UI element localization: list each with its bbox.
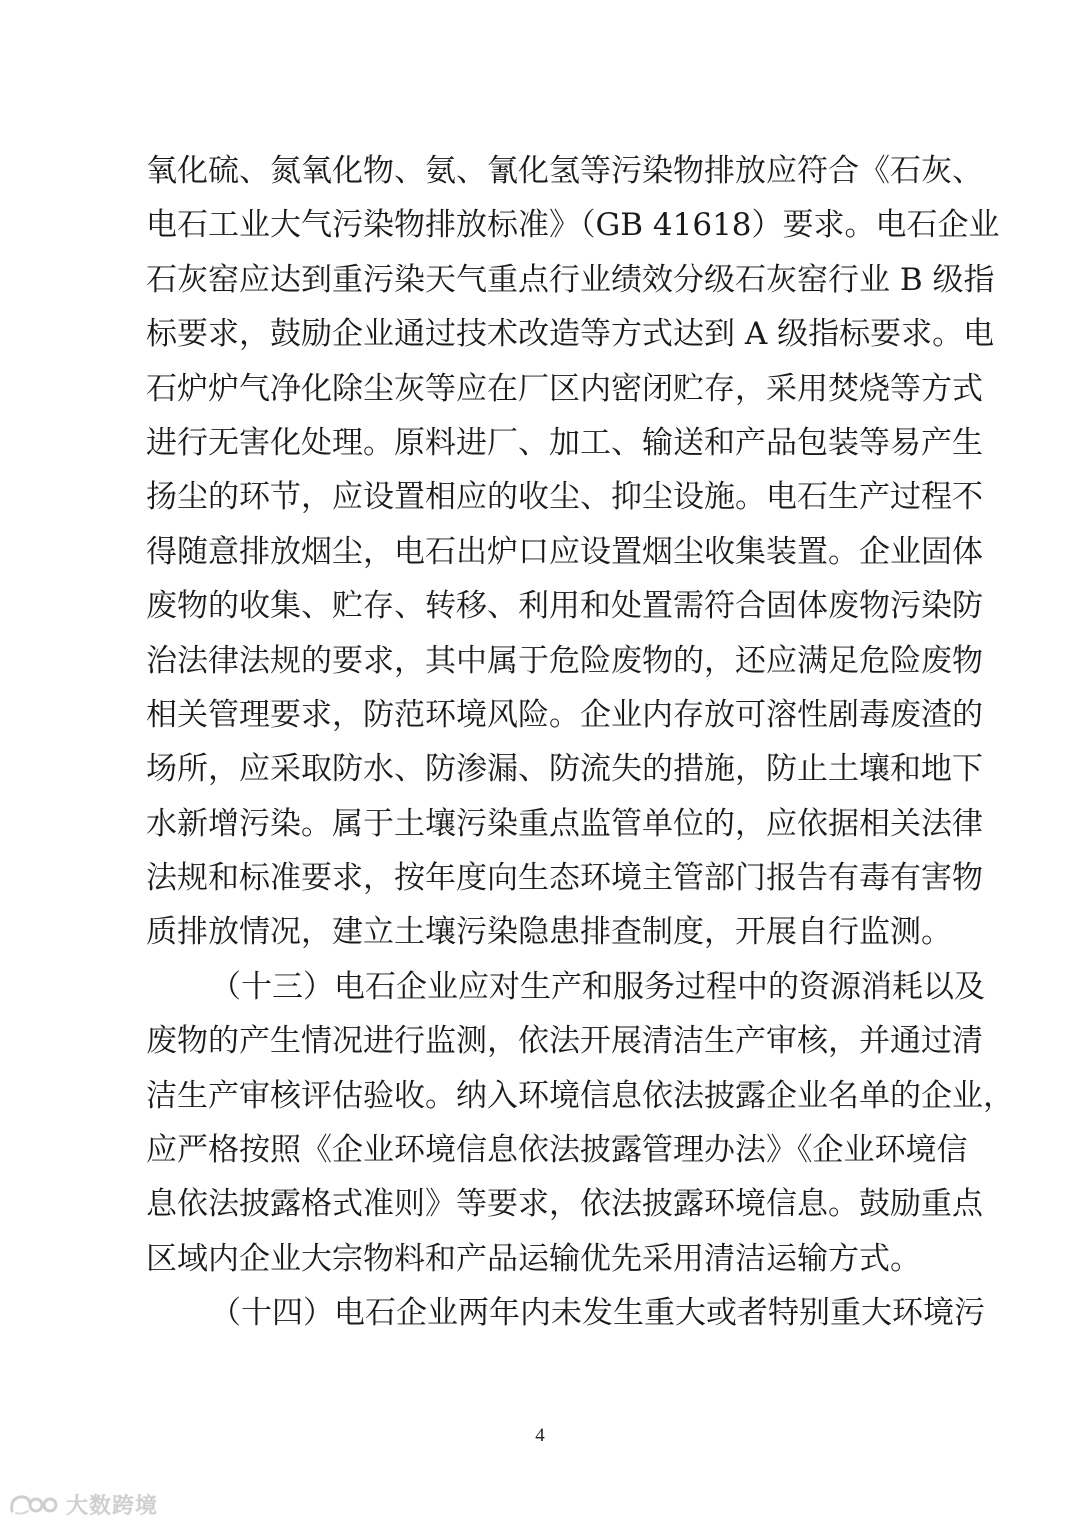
text-line: 废物的收集、贮存、转移、利用和处置需符合固体废物污染防 — [146, 588, 983, 625]
text-line: 氧化硫、氮氧化物、氨、氰化氢等污染物排放应符合《石灰、 — [146, 153, 983, 189]
text-line: 质排放情况，建立土壤污染隐患排查制度，开展自行监测。 — [146, 914, 952, 951]
text-line: 法规和标准要求，按年度向生态环境主管部门报告有毒有害物 — [146, 860, 983, 897]
text-line: 得随意排放烟尘，电石出炉口应设置烟尘收集装置。企业固体 — [146, 533, 983, 570]
text-line: 水新增污染。属于土壤污染重点监管单位的，应依据相关法律 — [146, 805, 983, 842]
watermark — [8, 1488, 158, 1520]
text-line: 电石工业大气污染物排放标准》（GB 41618）要求。电石企业 — [146, 207, 1000, 244]
text-line: （十三）电石企业应对生产和服务过程中的资源消耗以及 — [210, 968, 985, 1005]
page-number: 4 — [535, 1425, 545, 1446]
watermark-text: 大数跨境 — [66, 1493, 159, 1519]
text-line: 相关管理要求，防范环境风险。企业内存放可溶性剧毒废渣的 — [146, 696, 983, 733]
text-line: 息依法披露格式准则》等要求，依法披露环境信息。鼓励重点 — [146, 1186, 983, 1223]
text-line: 治法律法规的要求，其中属于危险废物的，还应满足危险废物 — [146, 642, 983, 679]
text-line: 石炉炉气净化除尘灰等应在厂区内密闭贮存，采用焚烧等方式 — [146, 370, 983, 407]
text-line: 废物的产生情况进行监测，依法开展清洁生产审核，并通过清 — [146, 1023, 983, 1060]
text-line: 进行无害化处理。原料进厂、加工、输送和产品包装等易产生 — [146, 424, 983, 461]
body-text — [146, 144, 1014, 1341]
text-line: 标要求，鼓励企业通过技术改造等方式达到 A 级指标要求。电 — [146, 316, 995, 353]
text-line: 场所，应采取防水、防渗漏、防流失的措施，防止土壤和地下 — [146, 751, 983, 788]
text-line: 区域内企业大宗物料和产品运输优先采用清洁运输方式。 — [146, 1240, 921, 1277]
brand-logo-icon — [8, 1491, 60, 1517]
text-line: 扬尘的环节，应设置相应的收尘、抑尘设施。电石生产过程不 — [146, 479, 983, 516]
text-line: 石灰窑应达到重污染天气重点行业绩效分级石灰窑行业 B 级指 — [146, 261, 995, 298]
text-line: （十四）电石企业两年内未发生重大或者特别重大环境污 — [210, 1295, 985, 1332]
text-line: 洁生产审核评估验收。纳入环境信息依法披露企业名单的企业， — [146, 1077, 1014, 1114]
text-line: 应严格按照《企业环境信息依法披露管理办法》《企业环境信 — [146, 1132, 968, 1169]
